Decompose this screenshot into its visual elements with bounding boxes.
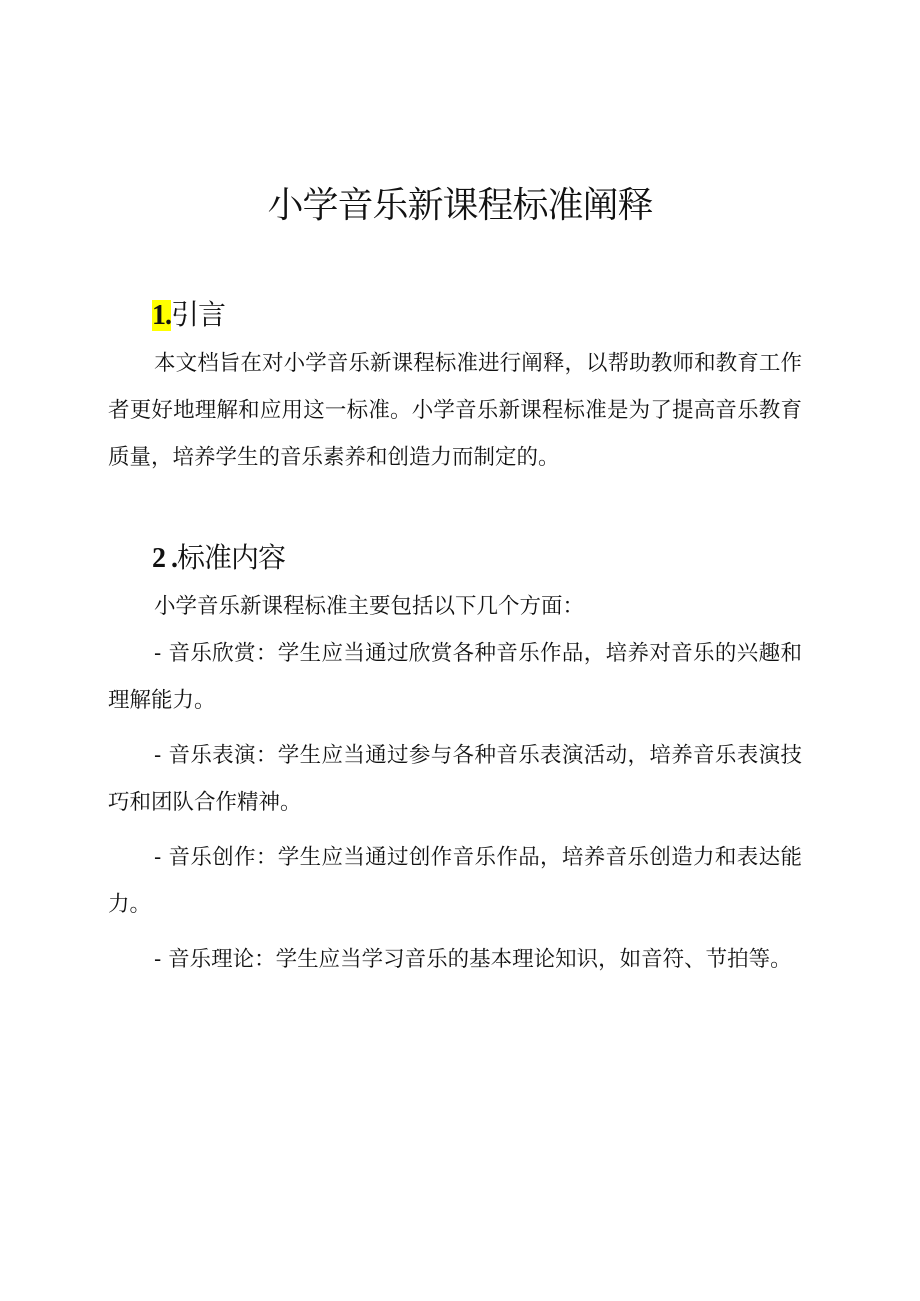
section-1-paragraph: 本文档旨在对小学音乐新课程标准进行阐释，以帮助教师和教育工作者更好地理解和应用这一标准。小学音乐新课程标准是为了提高音乐教育质量，培养学生的音乐素养和创造力而制定的。 bbox=[108, 351, 802, 470]
list-item-theory: - 音乐理论：学生应当学习音乐的基本理论知识，如音符、节拍等。 bbox=[154, 947, 792, 972]
section-2-number: 2 . bbox=[152, 543, 177, 574]
document-title: 小学音乐新课程标准阐释 bbox=[267, 185, 653, 226]
list-item-appreciation: - 音乐欣赏：学生应当通过欣赏各种音乐作品，培养对音乐的兴趣和理解能力。 bbox=[108, 641, 802, 713]
section-1-number: 1. bbox=[152, 300, 171, 331]
section-2-intro: 小学音乐新课程标准主要包括以下几个方面： bbox=[154, 594, 585, 619]
section-2-title: 标准内容 bbox=[177, 541, 286, 574]
section-2-heading bbox=[152, 539, 285, 578]
section-1-heading bbox=[152, 296, 225, 335]
list-item-performance: - 音乐表演：学生应当通过参与各种音乐表演活动，培养音乐表演技巧和团队合作精神。 bbox=[108, 743, 802, 815]
section-1-title: 引言 bbox=[171, 298, 226, 331]
list-item-composition: - 音乐创作：学生应当通过创作音乐作品，培养音乐创造力和表达能力。 bbox=[108, 845, 802, 917]
